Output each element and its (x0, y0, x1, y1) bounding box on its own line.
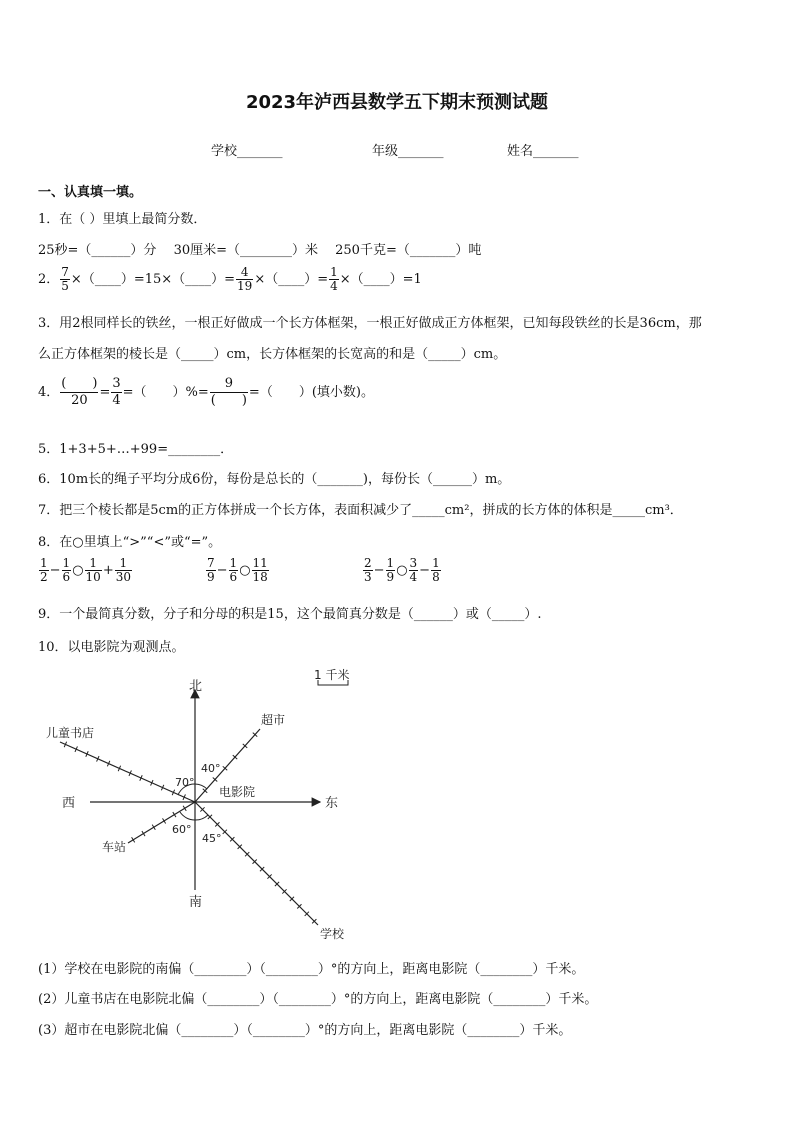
question-8-group-a: $\frac{1}{2}$ − $\frac{1}{6}$ ○ $\frac{1}{10}$ + $\frac{1}{30}$ (40, 556, 131, 584)
question-10: 10．以电影院为观测点。 (38, 640, 185, 655)
fraction: $\frac{7}{5}$ (61, 265, 69, 293)
question-7: 7．把三个棱长都是5cm的正方体拼成一个长方体，表面积减少了_____cm²，拼成的长方体的体积是_____cm³． (38, 503, 683, 518)
scale-label: 1 千米 (314, 668, 350, 682)
school-field: 学校_______ (211, 144, 283, 159)
question-3-line-2: 么正方体框架的棱长是（_____）cm，长方体框架的长宽高的和是（_____）cm。 (38, 347, 507, 362)
arc-40 (195, 784, 207, 789)
question-1-items: 25秒=（______）分 30厘米=（________）米 250千克=（_______）吨 (38, 243, 482, 258)
question-4: 4． $\frac{( )}{20}$ = $\frac{3}{4}$ =（ ）%= $\frac{9}{( )}$ =（ ）(填小数)。 (38, 376, 374, 408)
cinema-label: 电影院 (219, 785, 256, 799)
question-8-group-c: $\frac{2}{3}$ − $\frac{1}{9}$ ○ $\frac{3}{4}$ − $\frac{1}{8}$ (364, 556, 440, 584)
page-title: 2023年泸西县数学五下期末预测试题 (245, 92, 549, 113)
angle-45-label: 45° (202, 832, 222, 845)
section-heading: 一、认真填一填。 (38, 185, 143, 200)
south-label: 南 (189, 895, 203, 910)
fraction: $\frac{4}{19}$ (237, 265, 253, 293)
angle-40-label: 40° (201, 762, 221, 775)
fraction: $\frac{9}{( )}$ (210, 376, 247, 408)
arc-60 (180, 812, 195, 820)
question-3-line-1: 3．用2根同样长的铁丝，一根正好做成一个长方体框架，一根正好做成正方体框架，已知每段铁丝的长是36cm，那 (38, 316, 702, 331)
arc-45 (195, 815, 208, 820)
angle-70-label: 70° (175, 776, 195, 789)
fraction: $\frac{3}{4}$ (112, 376, 121, 408)
fraction: $\frac{( )}{20}$ (61, 376, 98, 408)
fraction: $\frac{1}{4}$ (330, 265, 338, 293)
question-1: 1．在（ ）里填上最简分数． (38, 212, 207, 227)
question-9: 9．一个最简真分数，分子和分母的积是15，这个最简真分数是（______）或（_____）. (38, 607, 542, 622)
grade-field: 年级_______ (372, 144, 444, 159)
direction-map (40, 662, 400, 947)
north-label: 北 (189, 679, 203, 694)
question-10-part-1: (1）学校在电影院的南偏（________）（________）°的方向上，距离电影院（________）千米。 (38, 962, 585, 977)
school-label: 学校 (320, 927, 345, 941)
question-5: 5．1+3+5+…+99=________． (38, 442, 234, 457)
ray-bookstore (60, 742, 195, 802)
east-label: 东 (325, 796, 339, 811)
question-6: 6．10m长的绳子平均分成6份，每份是总长的（_______)，每份长（______）m。 (38, 472, 511, 487)
name-field: 姓名_______ (507, 144, 579, 159)
market-label: 超市 (261, 713, 286, 727)
question-2: 2． $\frac{7}{5}$ ×（____）=15×（____）= $\frac{4}{19}$ ×（____）= $\frac{1}{4}$ ×（____）=1 (38, 265, 422, 293)
question-8-group-b: $\frac{7}{9}$ − $\frac{1}{6}$ ○ $\frac{11}{18}$ (207, 556, 268, 584)
question-8: 8．在○里填上“>”“<”或“=”。 (38, 535, 222, 550)
question-10-part-3: (3）超市在电影院北偏（________）（________）°的方向上，距离电影院（________）千米。 (38, 1023, 572, 1038)
question-10-part-2: (2）儿童书店在电影院北偏（________）（________）°的方向上，距离电影院（________）千米。 (38, 992, 598, 1007)
west-label: 西 (62, 796, 76, 811)
angle-60-label: 60° (172, 823, 192, 836)
bookstore-label: 儿童书店 (46, 726, 95, 740)
station-label: 车站 (102, 840, 127, 854)
